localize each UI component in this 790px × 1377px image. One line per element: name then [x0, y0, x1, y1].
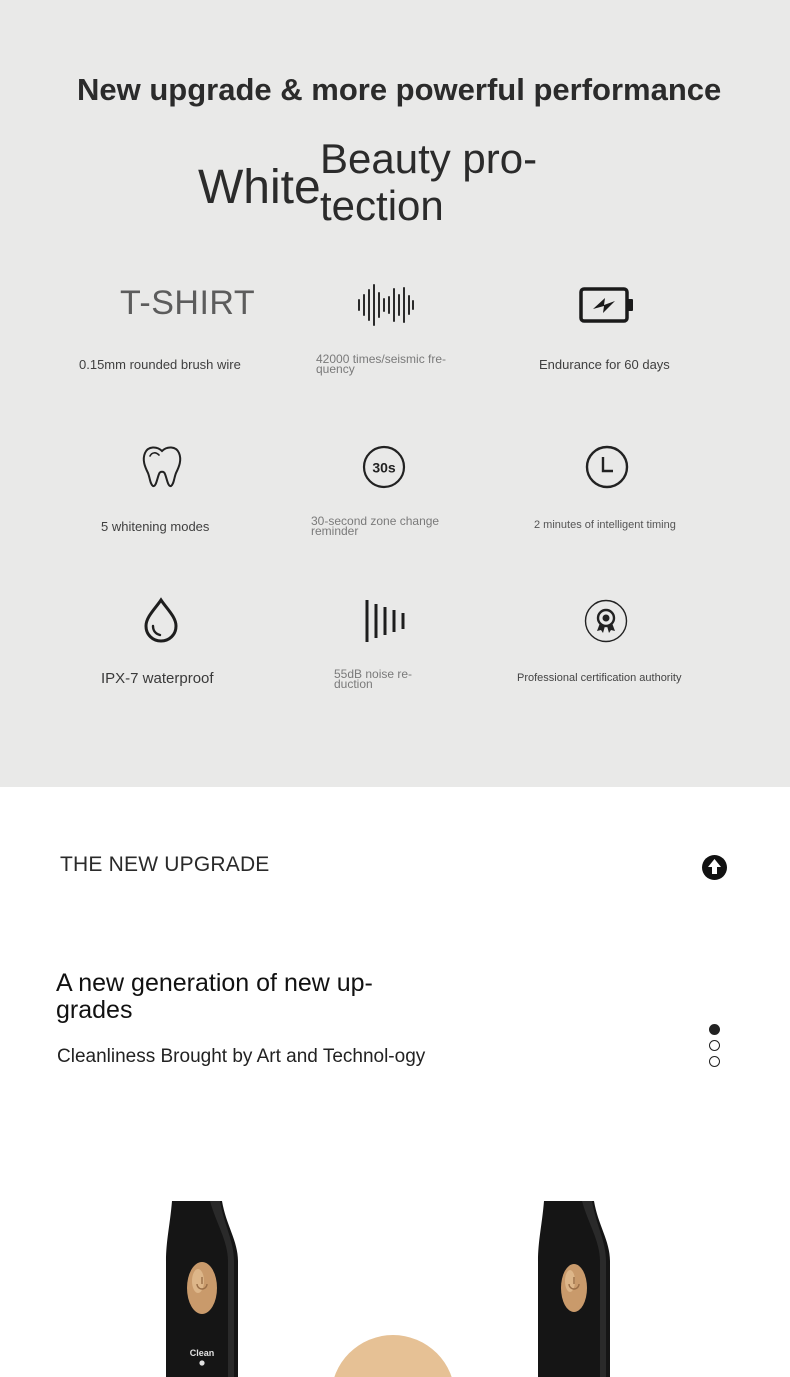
feature-label-frequency: 42000 times/seismic fre-quency	[316, 352, 447, 376]
battery-charging-icon	[579, 287, 635, 325]
arrow-up-icon	[702, 855, 727, 880]
certification-badge-icon	[584, 599, 628, 643]
clean-label: Clean	[189, 1348, 215, 1358]
feature-label-certification: Professional certification authority	[517, 672, 682, 684]
upgrade-section	[0, 787, 790, 1377]
feature-label-waterproof: IPX-7 waterproof	[101, 670, 214, 687]
scroll-top-button[interactable]	[702, 855, 727, 880]
toothbrush-image-right	[532, 1201, 616, 1377]
feature-label-brush-wire: 0.15mm rounded brush wire	[79, 357, 241, 372]
decorative-circle	[331, 1335, 455, 1377]
water-drop-icon	[143, 597, 179, 643]
tooth-icon	[140, 444, 184, 488]
t-shirt-text: T-SHIRT	[120, 284, 256, 322]
upgrade-title: A new generation of new up-grades	[56, 969, 373, 1024]
feature-label-timing: 2 minutes of intelligent timing	[534, 519, 676, 531]
carousel-dot-3[interactable]	[709, 1056, 720, 1067]
feature-label-zone-reminder: 30-second zone change reminder	[311, 514, 440, 538]
white-title: White	[198, 161, 321, 214]
section-title: THE NEW UPGRADE	[60, 853, 270, 876]
upgrade-subtitle: Cleanliness Brought by Art and Technol-ogy	[57, 1046, 426, 1067]
carousel-dot-2[interactable]	[709, 1040, 720, 1051]
clock-icon	[585, 445, 629, 489]
toothbrush-image-left	[160, 1201, 244, 1377]
feature-label-endurance: Endurance for 60 days	[539, 357, 670, 372]
feature-label-noise: 55dB noise re-duction	[334, 667, 413, 691]
noise-bars-icon	[363, 599, 407, 643]
feature-label-whitening: 5 whitening modes	[101, 519, 210, 534]
sound-wave-icon	[357, 284, 415, 326]
thirty-seconds-text: 30s	[372, 459, 396, 476]
thirty-seconds-icon	[362, 445, 406, 489]
carousel-dot-1[interactable]	[709, 1024, 720, 1035]
beauty-protection-title: Beauty pro-tection	[320, 135, 538, 229]
headline: New upgrade & more powerful performance	[77, 72, 722, 107]
